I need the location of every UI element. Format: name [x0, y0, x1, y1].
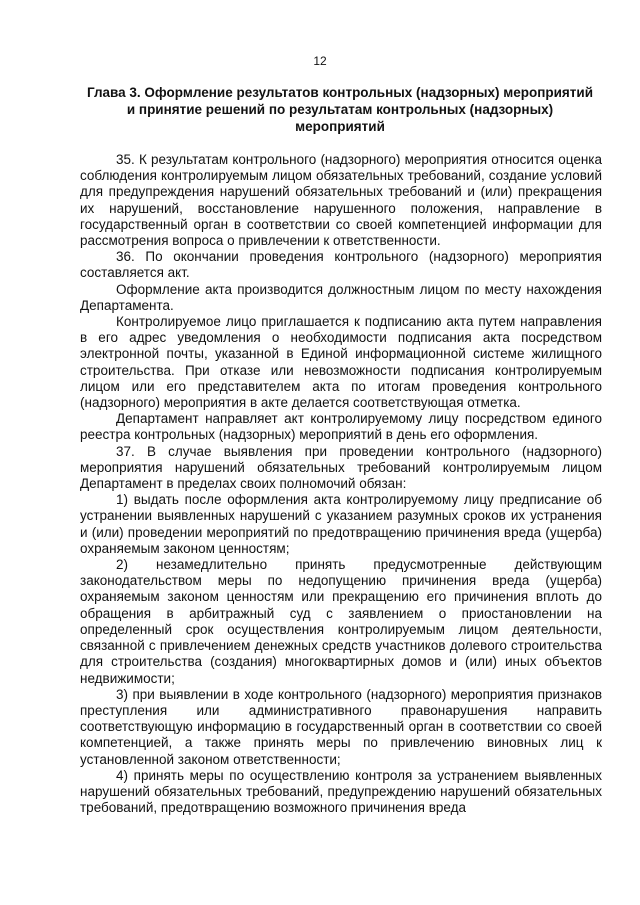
list-item-4: 4) принять меры по осуществлению контроля за устранением выявленных нарушений обязательных требований, предупреждению нарушений обязательных требований, предотвращению возможного причинения вреда	[80, 767, 602, 816]
list-item-3: 3) при выявлении в ходе контрольного (надзорного) мероприятия признаков преступления или административного правонарушения направить соответствующую информацию в государственный орган в соответствии со своей компетенцией, а также принять меры по привлечению виновных лиц к установленной законом ответственности;	[80, 686, 602, 767]
chapter-heading-line-1: Глава 3. Оформление результатов контрольных (надзорных) мероприятий	[86, 85, 594, 100]
list-item-2: 2) незамедлительно принять предусмотренные действующим законодательством меры по недопущению причинения вреда (ущерба) охраняемым законом ценностям или прекращению его причинения вплоть до обращения в арбитражный суд с заявлением о приостановлении на определенный срок осуществления контролируемым лицом деятельности, связанной с привлечением денежных средств участников долевого строительства для строительства (создания) многоквартирных домов и (или) иных объектов недвижимости;	[80, 557, 602, 686]
paragraph-36: 36. По окончании проведения контрольного (надзорного) мероприятия составляется акт.	[80, 249, 602, 281]
paragraph-act-signing: Контролируемое лицо приглашается к подписанию акта путем направления в его адрес уведомления о необходимости подписания акта посредством электронной почты, указанной в Единой информационной системе жилищного строительства. При отказе или невозможности подписания контролируемым лицом или его представителем акта по итогам проведения контрольного (надзорного) мероприятия в акте делается соответствующая отметка.	[80, 314, 602, 411]
list-item-1: 1) выдать после оформления акта контролируемому лицу предписание об устранении выявленных нарушений с указанием разумных сроков их устранения и (или) проведении мероприятий по предотвращению причинения вреда (ущерба) охраняемым законом ценностям;	[80, 492, 602, 556]
paragraph-37: 37. В случае выявления при проведении контрольного (надзорного) мероприятия нарушений обязательных требований контролируемым лицом Департамент в пределах своих полномочий обязан:	[80, 443, 602, 492]
paragraph-35: 35. К результатам контрольного (надзорного) мероприятия относится оценка соблюдения контролируемым лицом обязательных требований, создание условий для предупреждения нарушений обязательных требований и (или) прекращения их нарушений, восстановление нарушенного положения, направление в государственный орган в соответствии со своей компетенцией информации для рассмотрения вопроса о привлечении к ответственности.	[80, 152, 602, 249]
chapter-heading-line-3: мероприятий	[295, 119, 385, 134]
paragraph-act-drafting: Оформление акта производится должностным лицом по месту нахождения Департамента.	[80, 281, 602, 313]
chapter-heading-line-2: и принятие решений по результатам контрольных (надзорных)	[126, 102, 554, 117]
document-body	[80, 152, 602, 816]
page-number: 12	[313, 54, 327, 68]
paragraph-act-sending: Департамент направляет акт контролируемому лицу посредством единого реестра контрольных (надзорных) мероприятий в день его оформления.	[80, 411, 602, 443]
chapter-heading	[80, 84, 600, 135]
